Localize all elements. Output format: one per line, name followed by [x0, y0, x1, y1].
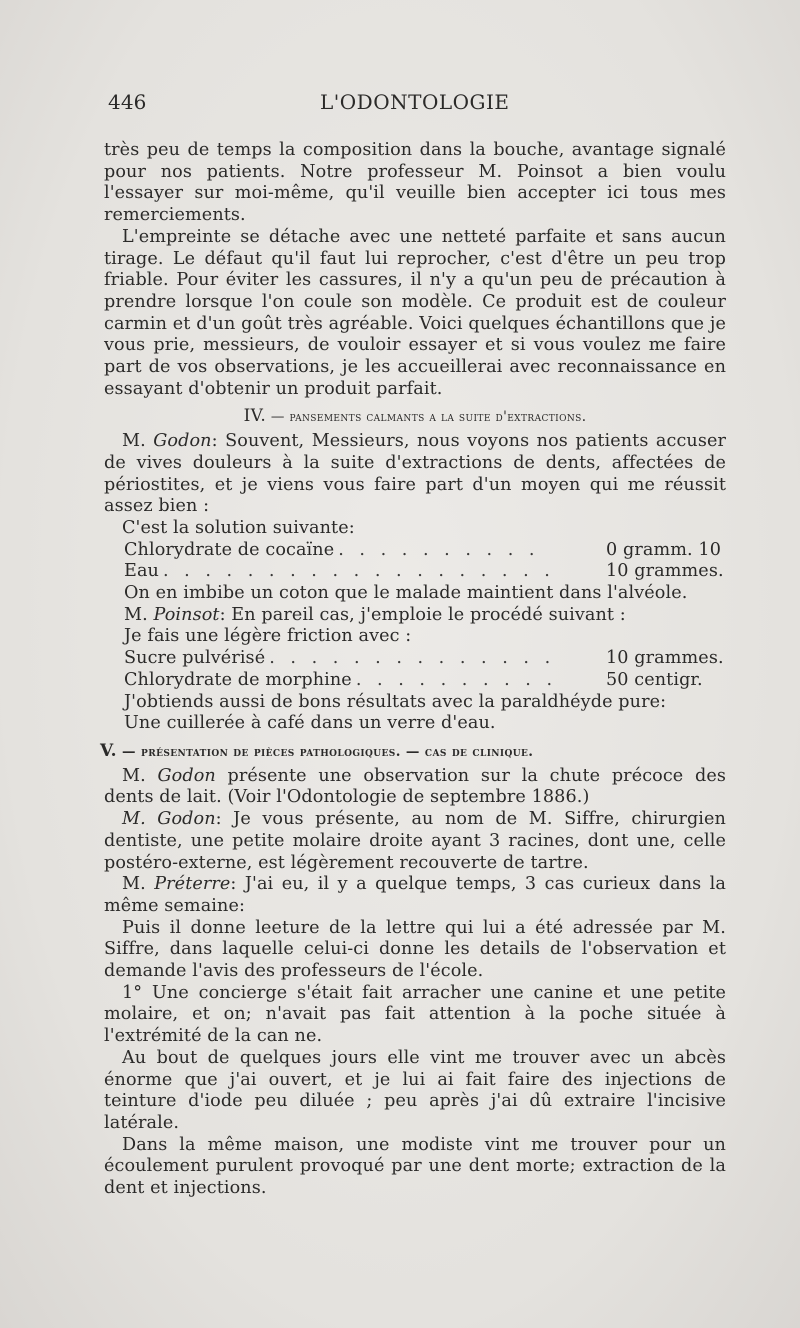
- quantity: 50 centigr.: [606, 669, 703, 690]
- paragraph: [104, 431, 726, 518]
- paragraph: Je fais une légère friction avec :: [124, 626, 412, 647]
- leader-dots: . . . . . . . . . . . . . .: [269, 648, 556, 669]
- running-header: [104, 92, 726, 122]
- speaker-name: Préterre: [154, 874, 231, 895]
- paragraph: Une cuillerée à café dans un verre d'eau.: [124, 713, 496, 734]
- page-number: 446: [108, 90, 147, 114]
- paragraph-text: présente une observation sur la chute précoce des dents de lait. (Voir l'Odontologie de septembre 1886.): [104, 765, 726, 808]
- ingredient: Chlorydrate de morphine: [124, 669, 352, 690]
- leader-dots: . . . . . . . . . . . . . . . . . . .: [162, 561, 555, 582]
- paragraph: On en imbibe un coton que le malade maintient dans l'alvéole.: [124, 583, 688, 604]
- running-title: L'ODONTOLOGIE: [320, 90, 510, 114]
- paragraph: [104, 766, 726, 809]
- paragraph-text: : J'ai eu, il y a quelque temps, 3 cas curieux dans la même semaine:: [104, 874, 726, 916]
- paragraph: 1° Une concierge s'était fait arracher une canine et une petite molaire, et on; n'avait pas fait attention à la poche située à l'extrémité de la can ne.: [104, 982, 726, 1047]
- prescription-line: [124, 540, 726, 562]
- paragraph: Au bout de quelques jours elle vint me trouver avec un abcès énorme que j'ai ouvert, et je lui ai fait faire des injections de teinture d'iode peu diluée ; peu après j'ai dû extraire l'incisive latérale.: [104, 1047, 726, 1133]
- ingredient: Chlorydrate de cocaïne: [124, 539, 335, 560]
- prescription-line: [124, 561, 726, 583]
- paragraph: J'obtiends aussi de bons résultats avec la paraldhéyde pure:: [124, 691, 667, 712]
- paragraph: [104, 809, 726, 874]
- paragraph: [104, 874, 726, 917]
- section-heading-iv: [104, 406, 726, 429]
- speaker-name: Godon: [153, 431, 212, 452]
- prescription-line: [124, 648, 726, 670]
- text-column: [100, 90, 727, 1200]
- speaker-prefix: M.: [122, 431, 154, 452]
- speaker-prefix: M.: [122, 765, 158, 786]
- section-number: IV.: [243, 406, 267, 427]
- speaker-prefix: M.: [124, 604, 154, 625]
- speaker-prefix: M.: [122, 874, 155, 895]
- paragraph: [124, 605, 726, 627]
- speaker-name: Poinsot: [153, 604, 220, 625]
- ingredient: Eau: [124, 561, 159, 582]
- leader-dots: . . . . . . . . . .: [338, 539, 540, 560]
- prescription-line: [124, 670, 726, 692]
- quantity: 10 grammes.: [606, 561, 724, 582]
- paragraph: C'est la solution suivante:: [122, 517, 355, 538]
- section-title: — présentation de pièces pathologiques. — cas de clinique.: [122, 743, 534, 760]
- paragraph-text: : Je vous présente, au nom de M. Siffre, chirurgien dentiste, une petite molaire droite ayant 3 racines, dont une, celle postéro-externe, est légèrement recouverte de tartre.: [104, 809, 726, 873]
- speaker-name: Godon: [157, 765, 216, 786]
- paragraph: très peu de temps la composition dans la bouche, avantage signalé pour nos patients. Notre professeur M. Poinsot a bien voulu l'essayer sur moi-même, qu'il veuille bien accepter ici tous mes remerciements.: [104, 140, 726, 226]
- quantity: 0 gramm. 10: [606, 539, 721, 560]
- leader-dots: . . . . . . . . . .: [355, 669, 558, 690]
- paragraph: L'empreinte se détache avec une netteté parfaite et sans aucun tirage. Le défaut qu'il faut lui reprocher, c'est d'être un peu trop friable. Pour éviter les cassures, il n'y a qu'un peu de précaution à prendre lorsque l'on coule son modèle. Ce produit est de couleur carmin et d'un goût très agréable. Voici quelques échantillons que je vous prie, messieurs, de vouloir essayer et si vous voulez me faire part de vos observations, je les accueillerai avec reconnaissance en essayant d'obtenir un produit parfait.: [104, 226, 726, 399]
- section-title: — pansements calmants a la suite d'extractions.: [270, 409, 587, 426]
- paragraph-text: : En pareil cas, j'emploie le procédé suivant :: [219, 604, 626, 625]
- paragraph: Puis il donne leeture de la lettre qui lui a été adressée par M. Siffre, dans laquelle celui-ci donne les details de l'observation et demande l'avis des professeurs de l'école.: [104, 917, 726, 982]
- quantity: 10 grammes.: [606, 648, 724, 669]
- paragraph: Dans la même maison, une modiste vint me trouver pour un écoulement purulent provoqué par une dent morte; extraction de la dent et injections.: [104, 1134, 726, 1199]
- section-number: V.: [100, 740, 117, 761]
- speaker-name: M. Godon: [122, 809, 216, 830]
- paragraph-text: : Souvent, Messieurs, nous voyons nos patients accuser de vives douleurs à la suite d'extractions de dents, affectées de périostites, et je viens vous faire part d'un moyen qui me réussit assez bien :: [104, 431, 727, 517]
- ingredient: Sucre pulvérisé: [124, 648, 266, 669]
- section-heading-v: [100, 741, 726, 764]
